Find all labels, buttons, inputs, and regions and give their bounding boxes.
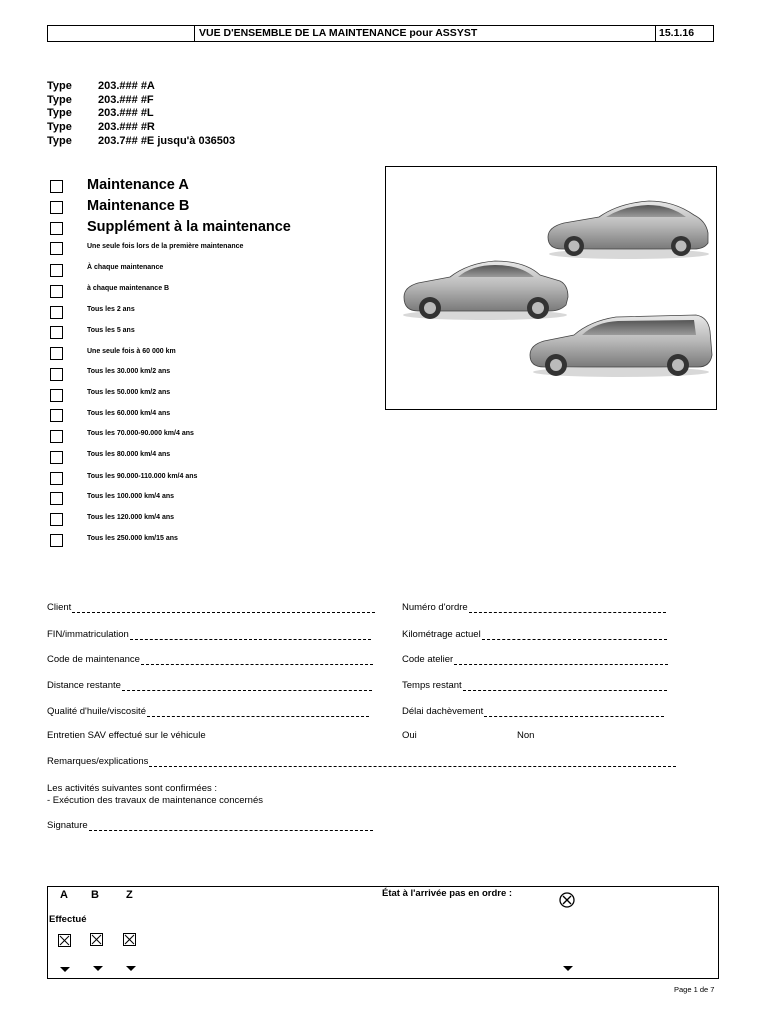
- qualite-huile-field[interactable]: [47, 706, 369, 717]
- interval-checkbox[interactable]: [50, 451, 63, 464]
- non-option[interactable]: Non: [517, 730, 535, 741]
- interval-label: Tous les 90.000-110.000 km/4 ans: [87, 473, 198, 480]
- supplement-label: Supplément à la maintenance: [87, 219, 291, 235]
- activites-line1: Les activités suivantes sont confirmées :: [47, 783, 218, 794]
- coupe-car: [548, 201, 709, 259]
- qualite-huile-label: Qualité d'huile/viscosité: [47, 706, 146, 717]
- interval-checkbox[interactable]: [50, 306, 63, 319]
- maintenance-a-label: Maintenance A: [87, 177, 189, 193]
- delai-label: Délai dachèvement: [402, 706, 484, 717]
- effectue-label: Effectué: [49, 914, 87, 925]
- interval-checkbox[interactable]: [50, 389, 63, 402]
- car-illustration: [386, 167, 716, 409]
- interval-checkbox[interactable]: [50, 242, 63, 255]
- code-atelier-label: Code atelier: [402, 654, 454, 665]
- kilometrage-label: Kilométrage actuel: [402, 629, 481, 640]
- code-atelier-field[interactable]: [402, 654, 668, 665]
- interval-checkbox[interactable]: [50, 326, 63, 339]
- distance-restante-label: Distance restante: [47, 680, 121, 691]
- oui-option[interactable]: Oui: [402, 730, 417, 741]
- page-number: Page 1 de 7: [674, 985, 715, 994]
- temps-restant-label: Temps restant: [402, 680, 462, 691]
- signature-field[interactable]: [47, 820, 373, 831]
- estate-car: [530, 315, 712, 377]
- fin-field[interactable]: [47, 629, 371, 640]
- numero-ordre-label: Numéro d'ordre: [402, 602, 468, 613]
- distance-restante-field[interactable]: [47, 680, 372, 691]
- interval-checkbox[interactable]: [50, 368, 63, 381]
- maintenance-a-checkbox[interactable]: [50, 180, 63, 193]
- interval-checkbox[interactable]: [50, 409, 63, 422]
- interval-label: Tous les 250.000 km/15 ans: [87, 535, 178, 542]
- header-empty-cell: [48, 26, 195, 41]
- delai-field[interactable]: [402, 706, 664, 717]
- type-label: Type: [47, 107, 72, 119]
- interval-label: Tous les 50.000 km/2 ans: [87, 389, 171, 396]
- client-label: Client: [47, 602, 72, 613]
- client-field[interactable]: [47, 602, 375, 613]
- type-row: [47, 120, 155, 134]
- type-value: 203.### #L: [98, 107, 154, 119]
- interval-label: Tous les 120.000 km/4 ans: [87, 514, 175, 521]
- type-label: Type: [47, 121, 72, 133]
- status-box: [47, 886, 719, 979]
- interval-label: À chaque maintenance: [87, 264, 164, 271]
- col-z-header: Z: [126, 889, 133, 901]
- interval-checkbox[interactable]: [50, 264, 63, 277]
- header-table: [47, 25, 714, 42]
- interval-checkbox[interactable]: [50, 472, 63, 485]
- interval-checkbox[interactable]: [50, 492, 63, 505]
- type-value: 203.### #R: [98, 121, 155, 133]
- remarques-field[interactable]: [47, 756, 676, 767]
- boxed-x-icon[interactable]: [123, 933, 136, 946]
- maintenance-b-checkbox[interactable]: [50, 201, 63, 214]
- type-row: [47, 106, 154, 120]
- type-row: [47, 93, 154, 107]
- interval-label: Tous les 80.000 km/4 ans: [87, 451, 171, 458]
- interval-label: Tous les 5 ans: [87, 327, 135, 334]
- supplement-checkbox[interactable]: [50, 222, 63, 235]
- activites-line2: - Exécution des travaux de maintenance concernés: [47, 795, 263, 806]
- interval-label: Tous les 2 ans: [87, 306, 135, 313]
- vehicle-photo: [385, 166, 717, 410]
- type-value: 203.7## #E jusqu'à 036503: [98, 135, 236, 147]
- interval-checkbox[interactable]: [50, 430, 63, 443]
- sedan-car: [403, 261, 568, 320]
- arrow-down-icon: [60, 967, 70, 972]
- numero-ordre-field[interactable]: [402, 602, 666, 613]
- type-label: Type: [47, 94, 72, 106]
- header-code: 15.1.16: [659, 27, 695, 39]
- boxed-x-icon[interactable]: [58, 934, 71, 947]
- type-value: 203.### #F: [98, 94, 154, 106]
- temps-restant-field[interactable]: [402, 680, 667, 691]
- remarques-label: Remarques/explications: [47, 756, 149, 767]
- type-row: [47, 79, 155, 93]
- interval-label: à chaque maintenance B: [87, 285, 170, 292]
- interval-label: Tous les 70.000-90.000 km/4 ans: [87, 430, 194, 437]
- maintenance-b-label: Maintenance B: [87, 198, 190, 214]
- interval-label: Tous les 100.000 km/4 ans: [87, 493, 175, 500]
- boxed-x-icon[interactable]: [90, 933, 103, 946]
- arrow-down-icon: [563, 966, 573, 971]
- header-title: VUE D'ENSEMBLE DE LA MAINTENANCE pour ASSYST: [195, 26, 656, 41]
- circled-x-icon[interactable]: [559, 892, 575, 908]
- interval-checkbox[interactable]: [50, 347, 63, 360]
- interval-checkbox[interactable]: [50, 534, 63, 547]
- fin-label: FIN/immatriculation: [47, 629, 129, 640]
- interval-label: Une seule fois lors de la première maintenance: [87, 243, 244, 250]
- interval-label: Une seule fois à 60 000 km: [87, 348, 176, 355]
- type-label: Type: [47, 135, 72, 147]
- interval-label: Tous les 30.000 km/2 ans: [87, 368, 171, 375]
- signature-label: Signature: [47, 820, 88, 831]
- etat-label: État à l'arrivée pas en ordre :: [382, 888, 513, 899]
- entretien-sav-label: Entretien SAV effectué sur le véhicule: [47, 730, 206, 741]
- arrow-down-icon: [93, 966, 103, 971]
- type-row: [47, 134, 235, 148]
- code-maintenance-label: Code de maintenance: [47, 654, 140, 665]
- type-value: 203.### #A: [98, 80, 155, 92]
- kilometrage-field[interactable]: [402, 629, 667, 640]
- code-maintenance-field[interactable]: [47, 654, 373, 665]
- interval-checkbox[interactable]: [50, 513, 63, 526]
- col-b-header: B: [91, 889, 99, 901]
- arrow-down-icon: [126, 966, 136, 971]
- type-label: Type: [47, 80, 72, 92]
- interval-checkbox[interactable]: [50, 285, 63, 298]
- col-a-header: A: [60, 889, 68, 901]
- interval-label: Tous les 60.000 km/4 ans: [87, 410, 171, 417]
